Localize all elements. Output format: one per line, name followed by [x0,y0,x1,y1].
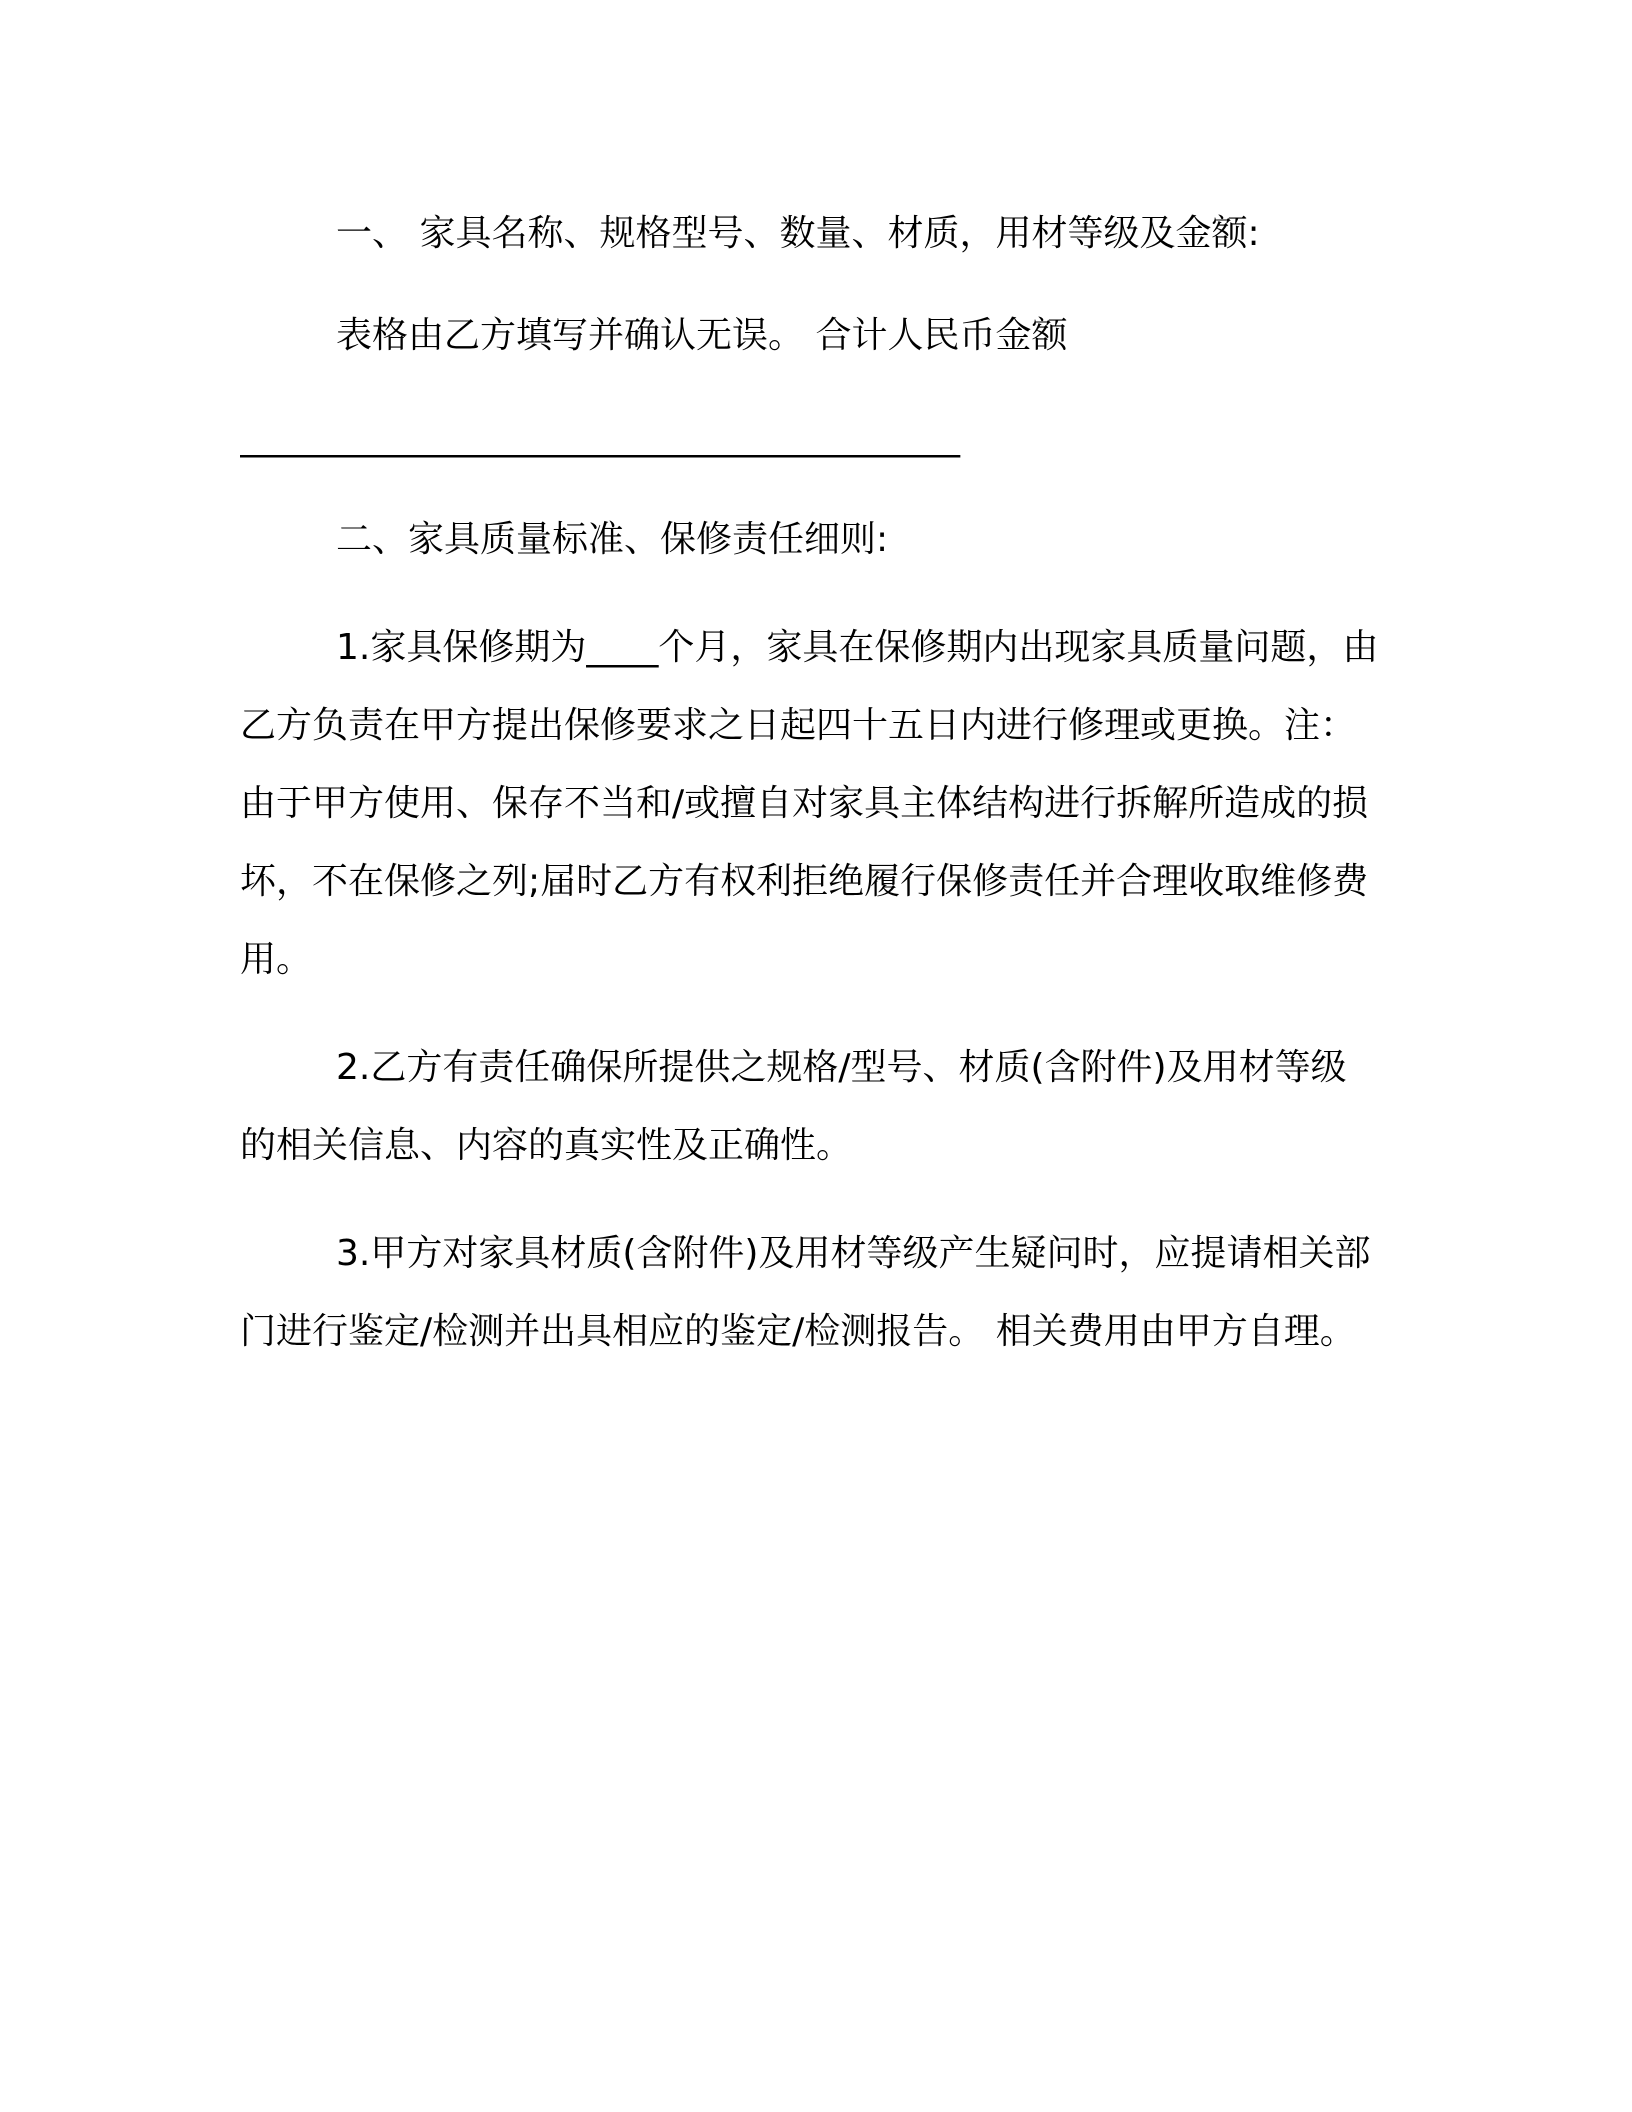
warranty-clause-1: 1.家具保修期为____个月，家具在保修期内出现家具质量问题，由乙方负责在甲方提出保修要求之日起四十五日内进行修理或更换。注：由于甲方使用、保存不当和/或擅自对家具主体结构进行拆解所造成的损坏，不在保修之列;届时乙方有权利拒绝履行保修责任并合理收取维修费用。 [240,627,1379,980]
table-note: 表格由乙方填写并确认无误。 合计人民币金额 [336,315,1068,356]
section-two-heading: 二、家具质量标准、保修责任细则: [336,519,889,560]
amount-blank-line: ________________________________________ [240,417,960,458]
section-one-heading: 一、 家具名称、规格型号、数量、材质，用材等级及金额: [336,213,1260,254]
warranty-clause-3: 3.甲方对家具材质(含附件)及用材等级产生疑问时，应提请相关部门进行鉴定/检测并出具相应的鉴定/检测报告。 相关费用由甲方自理。 [240,1233,1371,1352]
document-body [240,195,1380,1371]
warranty-clause-2: 2.乙方有责任确保所提供之规格/型号、材质(含附件)及用材等级的相关信息、内容的真实性及正确性。 [240,1047,1347,1166]
